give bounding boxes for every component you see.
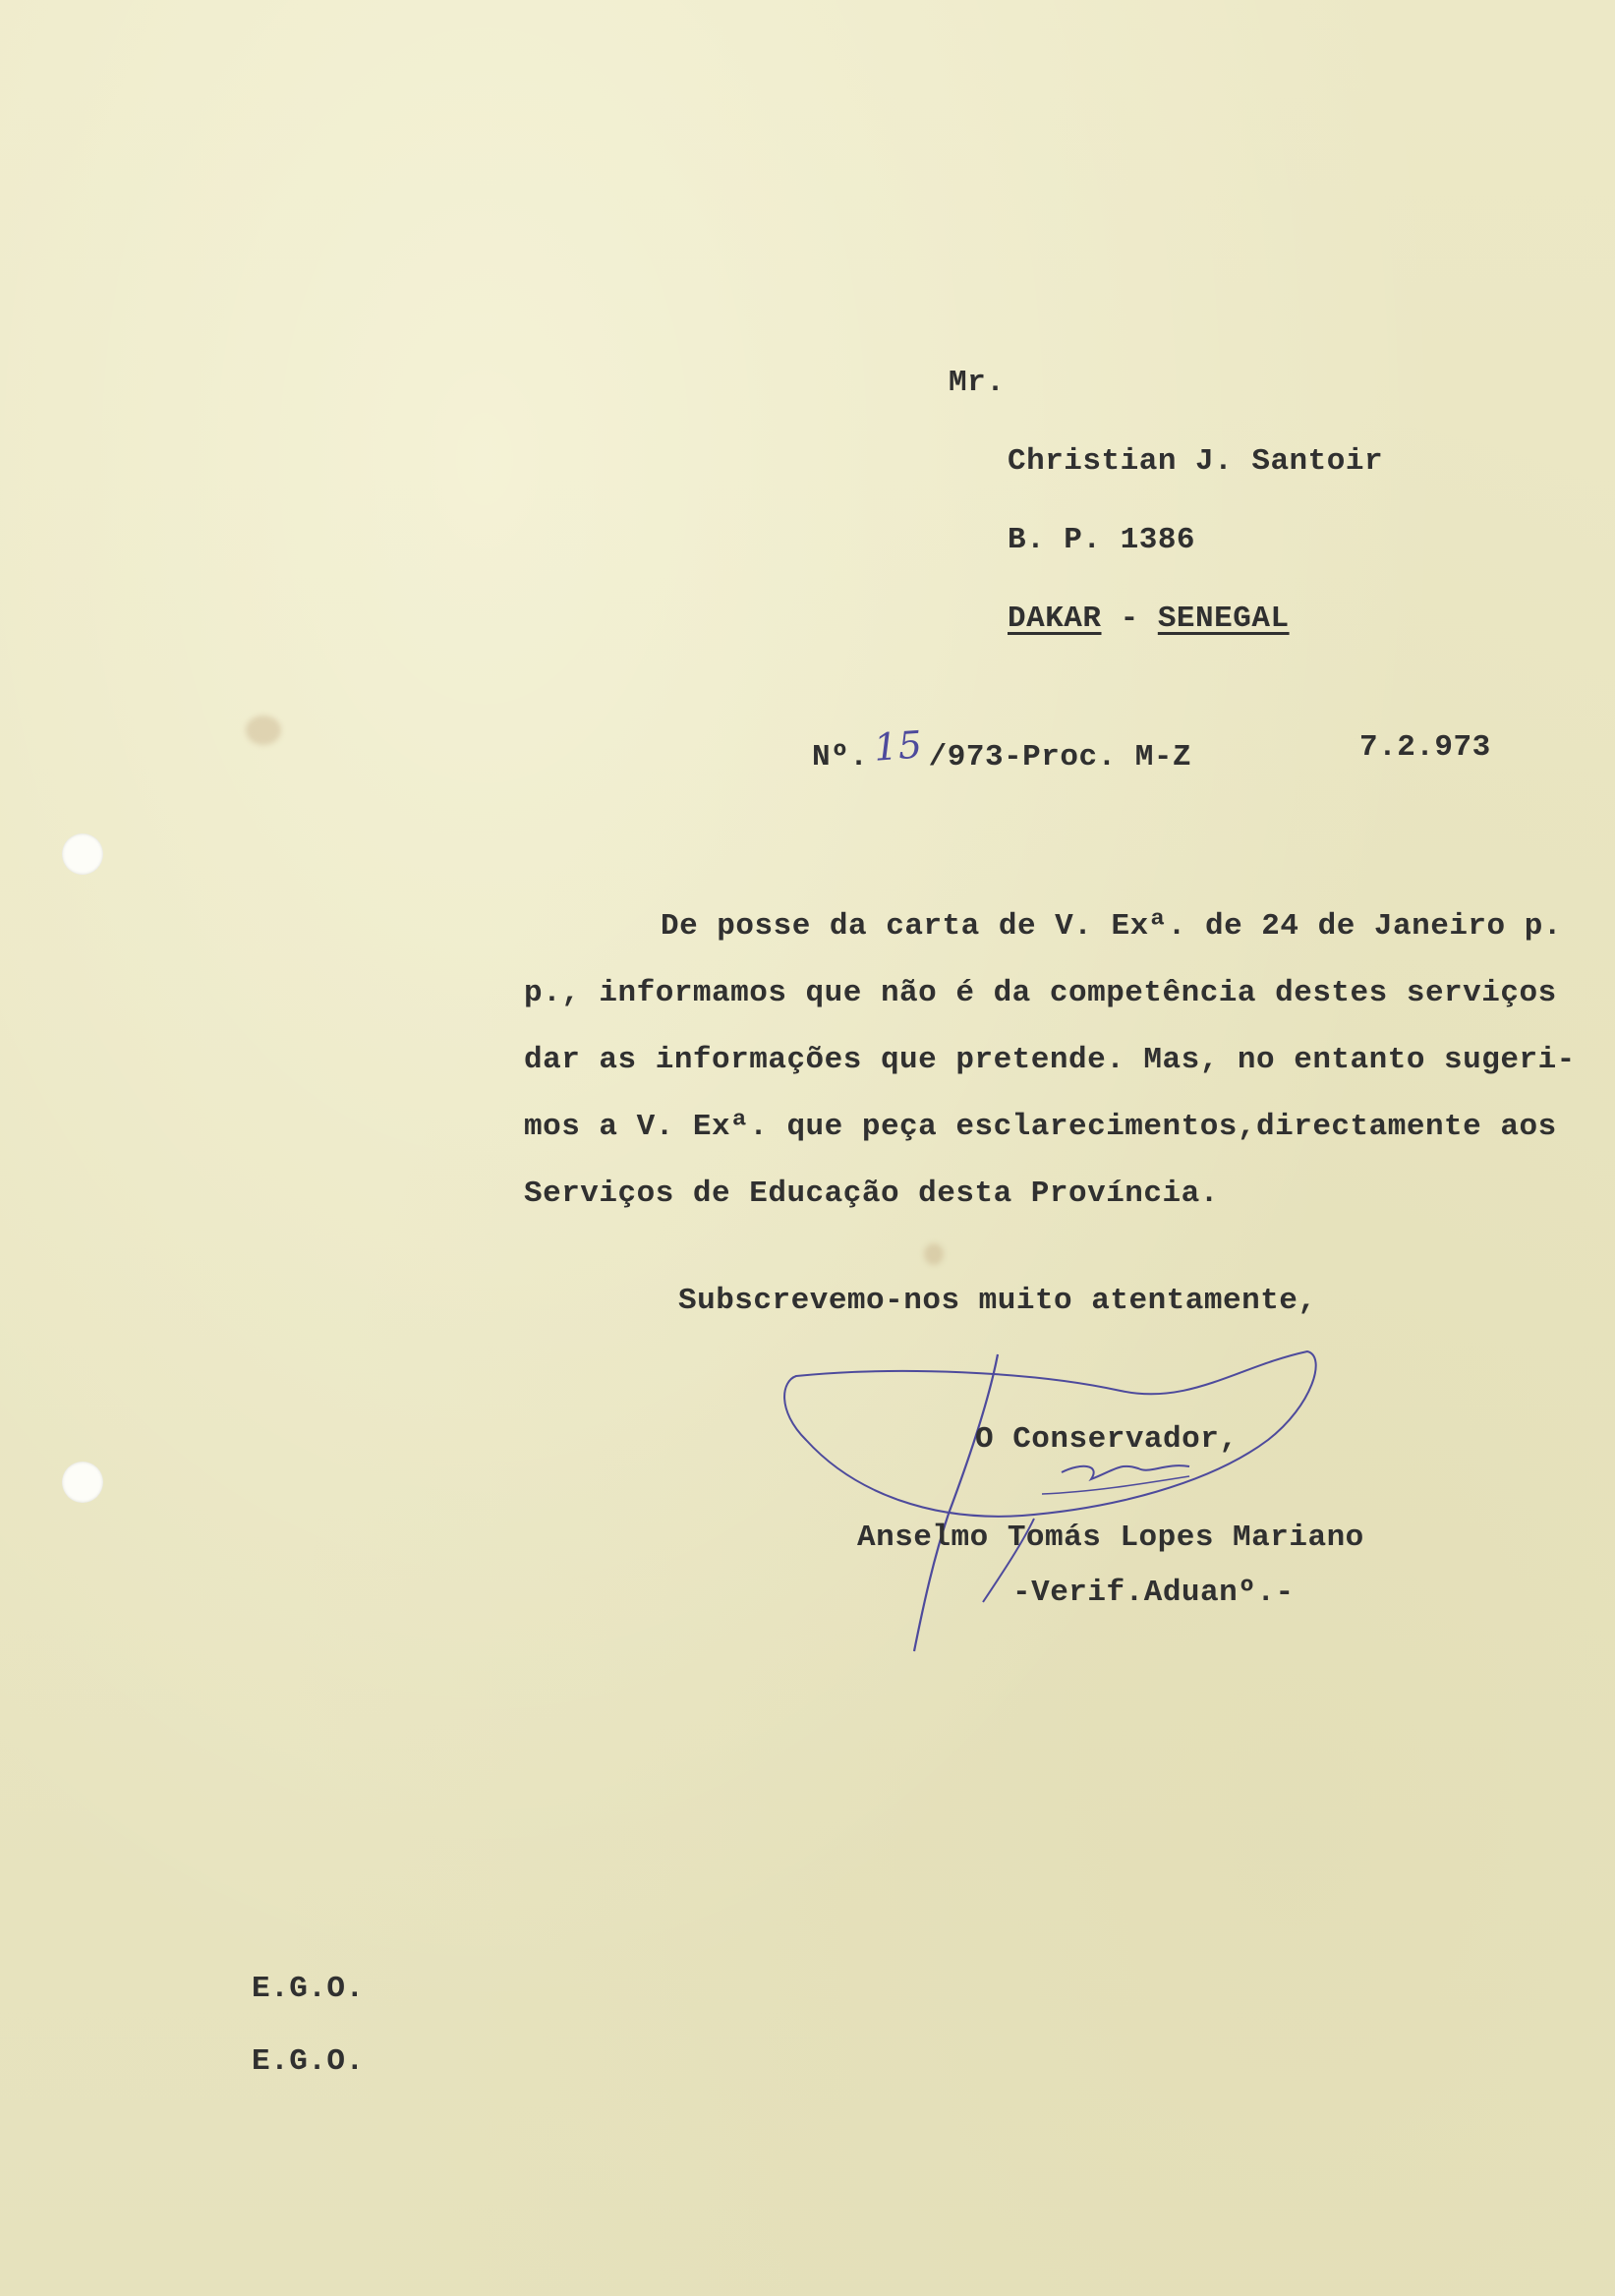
body-line: dar as informações que pretende. Mas, no entanto sugeri- — [524, 1043, 1576, 1077]
reference-prefix: Nº. — [812, 740, 869, 775]
body-line: De posse da carta de V. Exª. de 24 de Janeiro p. — [661, 909, 1562, 944]
address-name: Christian J. Santoir — [1008, 444, 1384, 479]
paper-stain — [246, 716, 281, 745]
body-line: p., informamos que não é da competência destes serviços — [524, 976, 1557, 1010]
address-city: DAKAR — [1008, 602, 1102, 636]
punch-hole — [62, 833, 103, 875]
signer-title: O Conservador, — [975, 1422, 1239, 1457]
address-city-line — [1008, 602, 1290, 636]
signer-role: -Verif.Aduanº.- — [1012, 1576, 1295, 1610]
address-separator: - — [1101, 602, 1158, 636]
copy-notation: E.G.O. — [252, 1972, 365, 2006]
punch-hole — [62, 1462, 103, 1503]
paper-stain — [924, 1243, 944, 1265]
reference-number-handwritten: 15 — [872, 722, 925, 770]
address-country: SENEGAL — [1157, 602, 1290, 636]
reference-line — [812, 722, 1192, 775]
handwritten-signature — [777, 1347, 1327, 1681]
address-salutation: Mr. — [949, 366, 1006, 400]
address-box: B. P. 1386 — [1008, 523, 1196, 557]
signer-name: Anselmo Tomás Lopes Mariano — [857, 1521, 1364, 1555]
closing-phrase: Subscrevemo-nos muito atentamente, — [678, 1284, 1317, 1318]
body-line: mos a V. Exª. que peça esclarecimentos,directamente aos — [524, 1110, 1557, 1144]
letter-date: 7.2.973 — [1359, 730, 1491, 765]
reference-suffix: /973-Proc. M-Z — [928, 740, 1192, 775]
copy-notation: E.G.O. — [252, 2044, 365, 2079]
body-line: Serviços de Educação desta Província. — [524, 1177, 1219, 1211]
